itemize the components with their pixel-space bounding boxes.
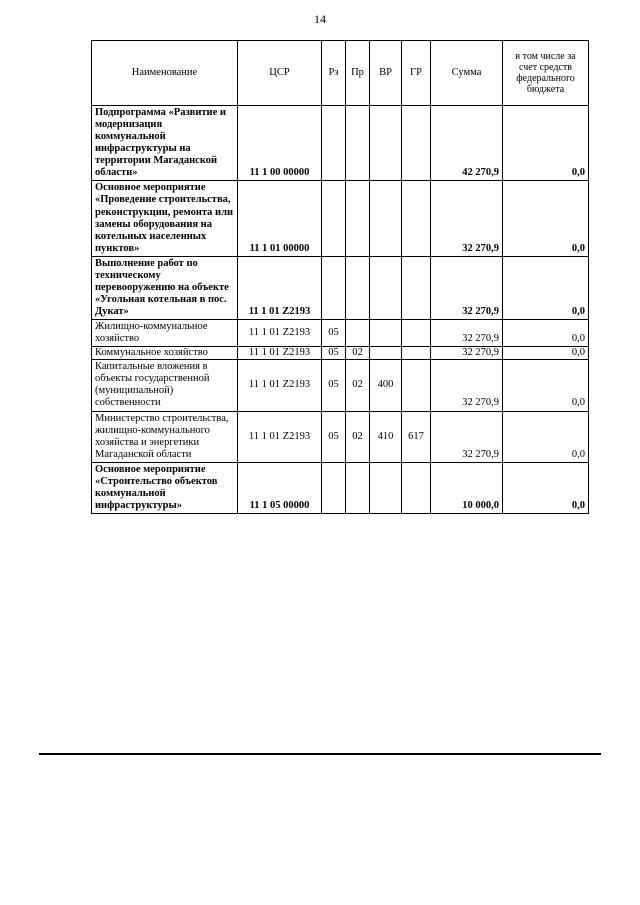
- page-number: 14: [314, 12, 326, 26]
- cell-pr: [346, 462, 370, 513]
- header-rz: Рз: [322, 41, 346, 106]
- cell-rz: [322, 256, 346, 319]
- cell-federal: 0,0: [503, 462, 589, 513]
- cell-csr: 11 1 01 00000: [238, 181, 322, 256]
- cell-rz: [322, 462, 346, 513]
- table-row: [92, 360, 589, 411]
- cell-rz: 05: [322, 411, 346, 462]
- cell-vr: [370, 106, 402, 181]
- cell-sum: 32 270,9: [431, 320, 503, 347]
- header-csr: ЦСР: [238, 41, 322, 106]
- cell-pr: [346, 106, 370, 181]
- cell-csr: 11 1 01 Z2193: [238, 360, 322, 411]
- cell-gr: [402, 320, 431, 347]
- header-pr: Пр: [346, 41, 370, 106]
- cell-federal: 0,0: [503, 320, 589, 347]
- cell-federal: 0,0: [503, 411, 589, 462]
- header-sum: Сумма: [431, 41, 503, 106]
- cell-rz: 05: [322, 347, 346, 360]
- table-row: [92, 181, 589, 256]
- cell-rz: [322, 181, 346, 256]
- cell-name: Коммунальное хозяйство: [92, 347, 238, 360]
- cell-gr: 617: [402, 411, 431, 462]
- cell-gr: [402, 360, 431, 411]
- cell-name: Капитальные вложения в объекты государственной (муниципальной) собственности: [92, 360, 238, 411]
- header-vr: ВР: [370, 41, 402, 106]
- footer-divider: [39, 753, 601, 755]
- cell-vr: [370, 347, 402, 360]
- cell-gr: [402, 462, 431, 513]
- cell-vr: [370, 320, 402, 347]
- cell-sum: 10 000,0: [431, 462, 503, 513]
- cell-pr: 02: [346, 347, 370, 360]
- cell-csr: 11 1 01 Z2193: [238, 411, 322, 462]
- cell-rz: 05: [322, 360, 346, 411]
- cell-sum: 32 270,9: [431, 360, 503, 411]
- cell-rz: [322, 106, 346, 181]
- cell-name: Министерство строительства, жилищно-коммунального хозяйства и энергетики Магаданской области: [92, 411, 238, 462]
- cell-pr: [346, 320, 370, 347]
- cell-name: Жилищно-коммунальное хозяйство: [92, 320, 238, 347]
- table-row: [92, 462, 589, 513]
- cell-pr: [346, 256, 370, 319]
- header-row: [92, 41, 589, 106]
- table-row: [92, 106, 589, 181]
- budget-table: [91, 40, 589, 514]
- cell-csr: 11 1 01 Z2193: [238, 320, 322, 347]
- cell-csr: 11 1 05 00000: [238, 462, 322, 513]
- table-row: [92, 256, 589, 319]
- table-row: [92, 320, 589, 347]
- cell-csr: 11 1 01 Z2193: [238, 347, 322, 360]
- cell-vr: 410: [370, 411, 402, 462]
- cell-sum: 42 270,9: [431, 106, 503, 181]
- cell-gr: [402, 347, 431, 360]
- cell-federal: 0,0: [503, 360, 589, 411]
- cell-gr: [402, 181, 431, 256]
- header-name: Наименование: [92, 41, 238, 106]
- cell-csr: 11 1 01 Z2193: [238, 256, 322, 319]
- cell-rz: 05: [322, 320, 346, 347]
- header-federal: в том числе за счет средств федерального бюджета: [503, 41, 589, 106]
- cell-federal: 0,0: [503, 256, 589, 319]
- cell-name: Подпрограмма «Развитие и модернизация коммунальной инфраструктуры на территории Магаданской области»: [92, 106, 238, 181]
- cell-federal: 0,0: [503, 106, 589, 181]
- cell-sum: 32 270,9: [431, 256, 503, 319]
- header-gr: ГР: [402, 41, 431, 106]
- table-row: [92, 347, 589, 360]
- cell-name: Основное мероприятие «Строительство объектов коммунальной инфраструктуры»: [92, 462, 238, 513]
- table-row: [92, 411, 589, 462]
- cell-vr: [370, 256, 402, 319]
- cell-name: Выполнение работ по техническому перевооружению на объекте «Угольная котельная в пос. Дукат»: [92, 256, 238, 319]
- cell-sum: 32 270,9: [431, 347, 503, 360]
- cell-vr: [370, 181, 402, 256]
- cell-csr: 11 1 00 00000: [238, 106, 322, 181]
- cell-gr: [402, 106, 431, 181]
- cell-sum: 32 270,9: [431, 181, 503, 256]
- cell-pr: [346, 181, 370, 256]
- cell-vr: 400: [370, 360, 402, 411]
- cell-name: Основное мероприятие «Проведение строительства, реконструкции, ремонта или замены оборудования на котельных населенных пунктов»: [92, 181, 238, 256]
- cell-pr: 02: [346, 360, 370, 411]
- cell-vr: [370, 462, 402, 513]
- cell-pr: 02: [346, 411, 370, 462]
- cell-sum: 32 270,9: [431, 411, 503, 462]
- cell-federal: 0,0: [503, 347, 589, 360]
- cell-gr: [402, 256, 431, 319]
- cell-federal: 0,0: [503, 181, 589, 256]
